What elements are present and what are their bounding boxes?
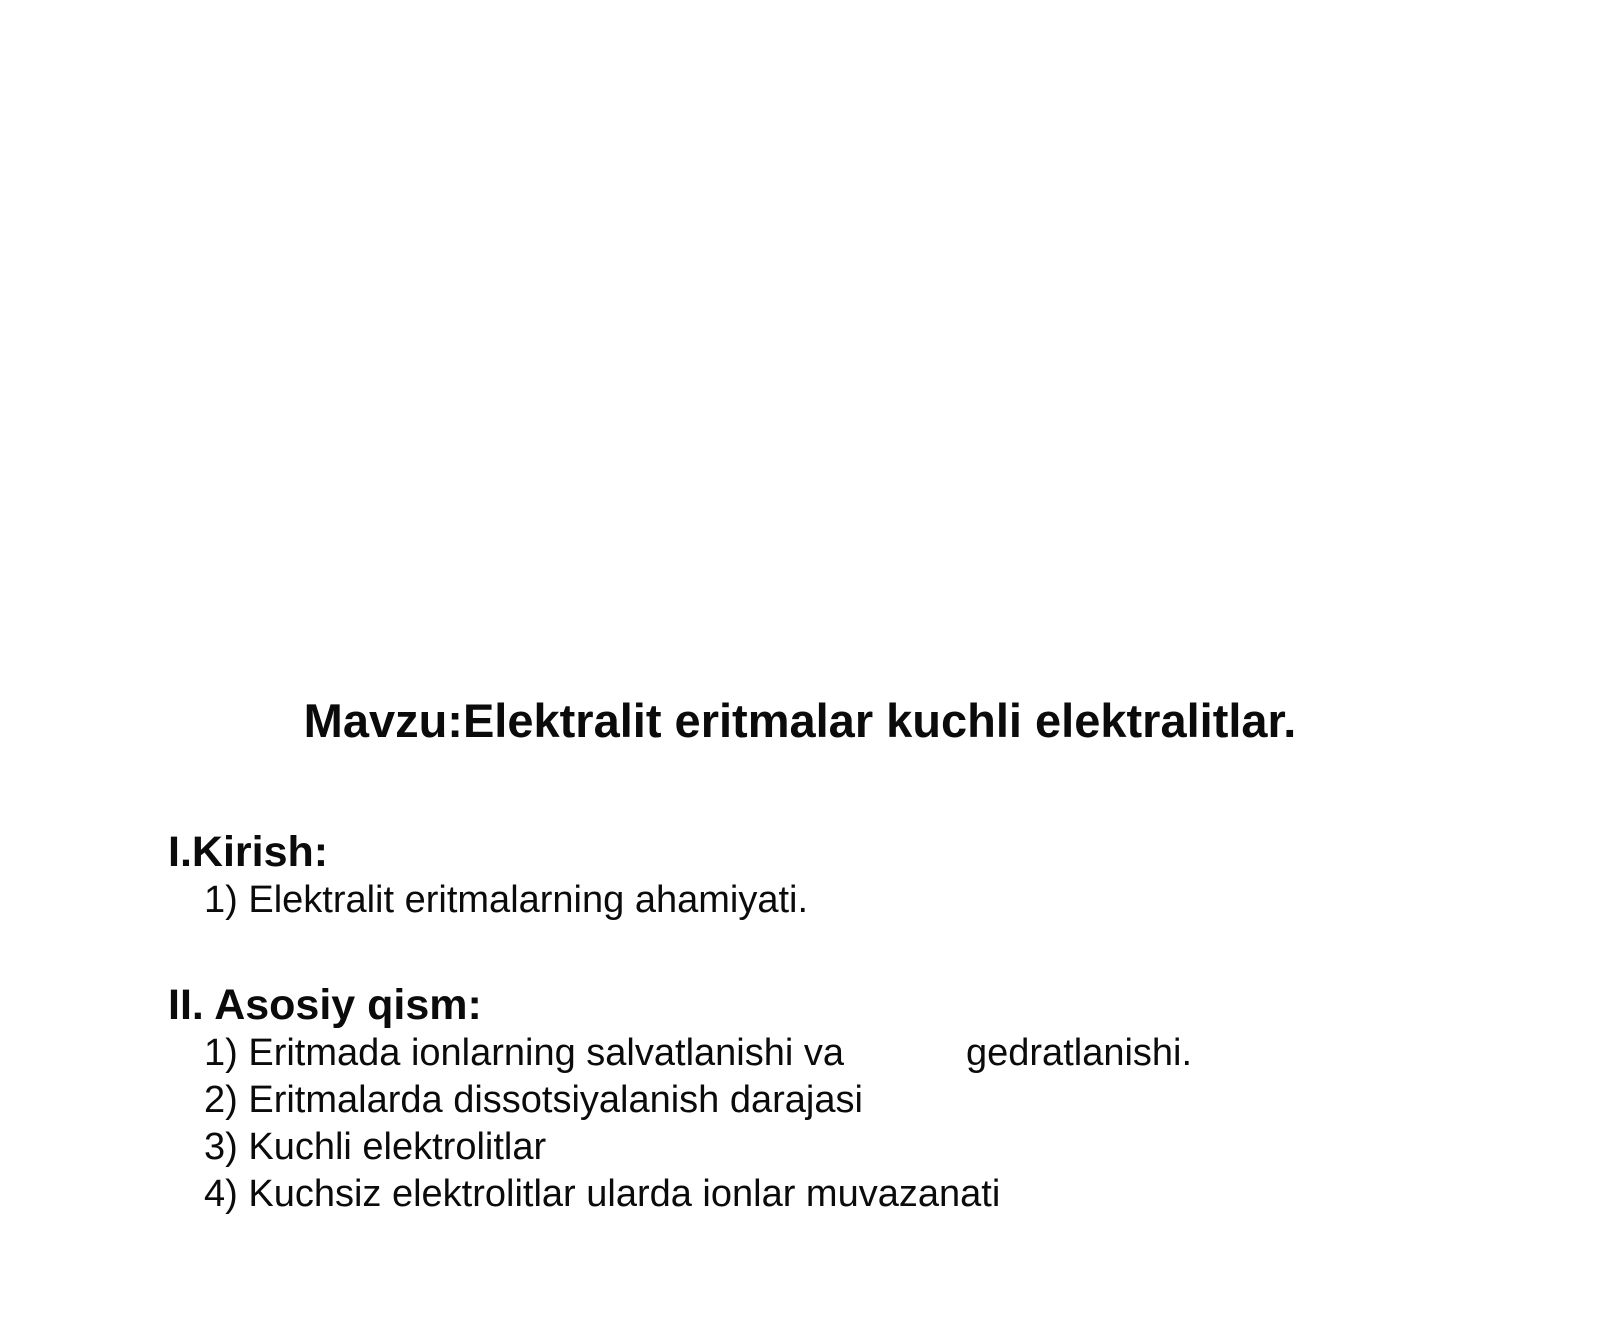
list-item: 2) Eritmalarda dissotsiyalanish darajasi [204,1079,863,1121]
list-item: 4) Kuchsiz elektrolitlar ularda ionlar muvazanati [204,1173,1001,1215]
outline-list [168,877,808,924]
list-item-text-continued: gedratlanishi. [966,1032,1193,1074]
list-item: 1) Elektralit eritmalarning ahamiyati. [204,879,809,921]
document-title: Mavzu:Elektralit eritmalar kuchli elektralitlar. [303,694,1297,747]
list-item-text: 1) Eritmada ionlarning salvatlanishi va [204,1032,844,1074]
section-heading: II. Asosiy qism: [168,981,482,1029]
list-item [204,1030,1192,1077]
section-asosiy-qism [168,980,1192,1218]
outline-list [168,1030,1192,1218]
section-heading: I.Kirish: [168,828,329,876]
section-kirish [168,827,808,924]
list-item: 3) Kuchli elektrolitlar [204,1126,547,1168]
